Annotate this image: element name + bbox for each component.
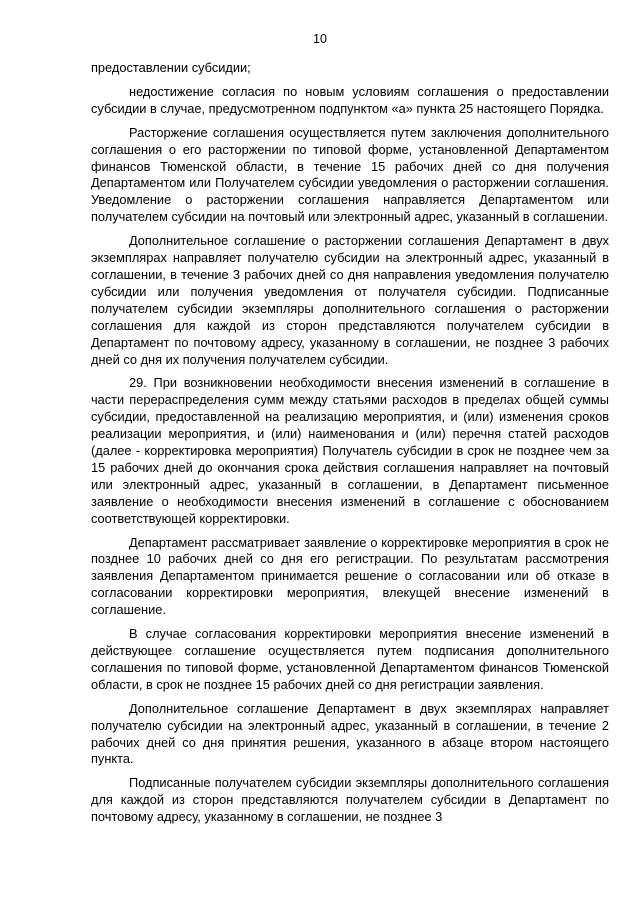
document-body	[91, 60, 609, 826]
page-number: 10	[313, 32, 327, 46]
paragraph-approval-case: В случае согласования корректировки мероприятия внесение изменений в действующее соглашение осуществляется путем подписания дополнительного соглашения по типовой форме, установленной Департаментом финансов Тюменской области, в срок не позднее 15 рабочих дней со дня регистрации заявления.	[91, 626, 609, 692]
paragraph-item-29: 29. При возникновении необходимости внесения изменений в соглашение в части перераспределения сумм между статьями расходов в пределах общей суммы субсидии, предоставленной на реализацию мероприятия, и (или) изменения сроков реализации мероприятия, и (или) наименования и (или) перечня статей расходов (далее - корректировка мероприятия) Получатель субсидии в срок не позднее чем за 15 рабочих дней до окончания срока действия соглашения направляет на почтовый или электронный адрес, указанный в соглашении, в Департамент письменное заявление о необходимости внесения изменений в соглашение с обоснованием соответствующей корректировки.	[91, 375, 609, 526]
paragraph-termination: Расторжение соглашения осуществляется путем заключения дополнительного соглашения о его расторжении по типовой форме, установленной Департаментом финансов Тюменской области, в течение 15 рабочих дней со дня получения Департаментом или Получателем субсидии уведомления о расторжении соглашения. Уведомление о расторжении соглашения направляется Департаментом или получателем субсидии на почтовый или электронный адрес, указанный в соглашении.	[91, 124, 609, 225]
paragraph-continuation: предоставлении субсидии;	[91, 60, 251, 75]
paragraph-additional-agreement-sending: Дополнительное соглашение Департамент в двух экземплярах направляет получателю субсидии на электронный адрес, указанный в соглашении, в течение 2 рабочих дней со дня принятия решения, указанного в абзаце втором настоящего пункта.	[91, 700, 609, 767]
paragraph-no-agreement: недостижение согласия по новым условиям соглашения о предоставлении субсидии в случае, предусмотренном подпунктом «а» пункта 25 настоящего Порядка.	[91, 83, 609, 116]
paragraph-additional-agreement-termination: Дополнительное соглашение о расторжении соглашения Департамент в двух экземплярах направляет получателю субсидии на электронный адрес, указанный в соглашении, в течение 3 рабочих дней со дня направления уведомления получателю субсидии или получения уведомления от получателя субсидии. Подписанные получателем субсидии экземпляры дополнительного соглашения о расторжении соглашения для каждой из сторон представляются получателем субсидии в Департамент по почтовому адресу, указанному в соглашении, не позднее 3 рабочих дней со дня их получения получателем субсидии.	[91, 233, 609, 367]
paragraph-signed-copies: Подписанные получателем субсидии экземпляры дополнительного соглашения для каждой из сторон представляются получателем субсидии в Департамент по почтовому адресу, указанному в соглашении, не позднее 3	[91, 775, 609, 825]
paragraph-review-application: Департамент рассматривает заявление о корректировке мероприятия в срок не позднее 10 рабочих дней со дня его регистрации. По результатам рассмотрения заявления Департаментом принимается решение о согласовании или об отказе в согласовании корректировки мероприятия, влекущей внесение изменений в соглашение.	[91, 534, 609, 618]
